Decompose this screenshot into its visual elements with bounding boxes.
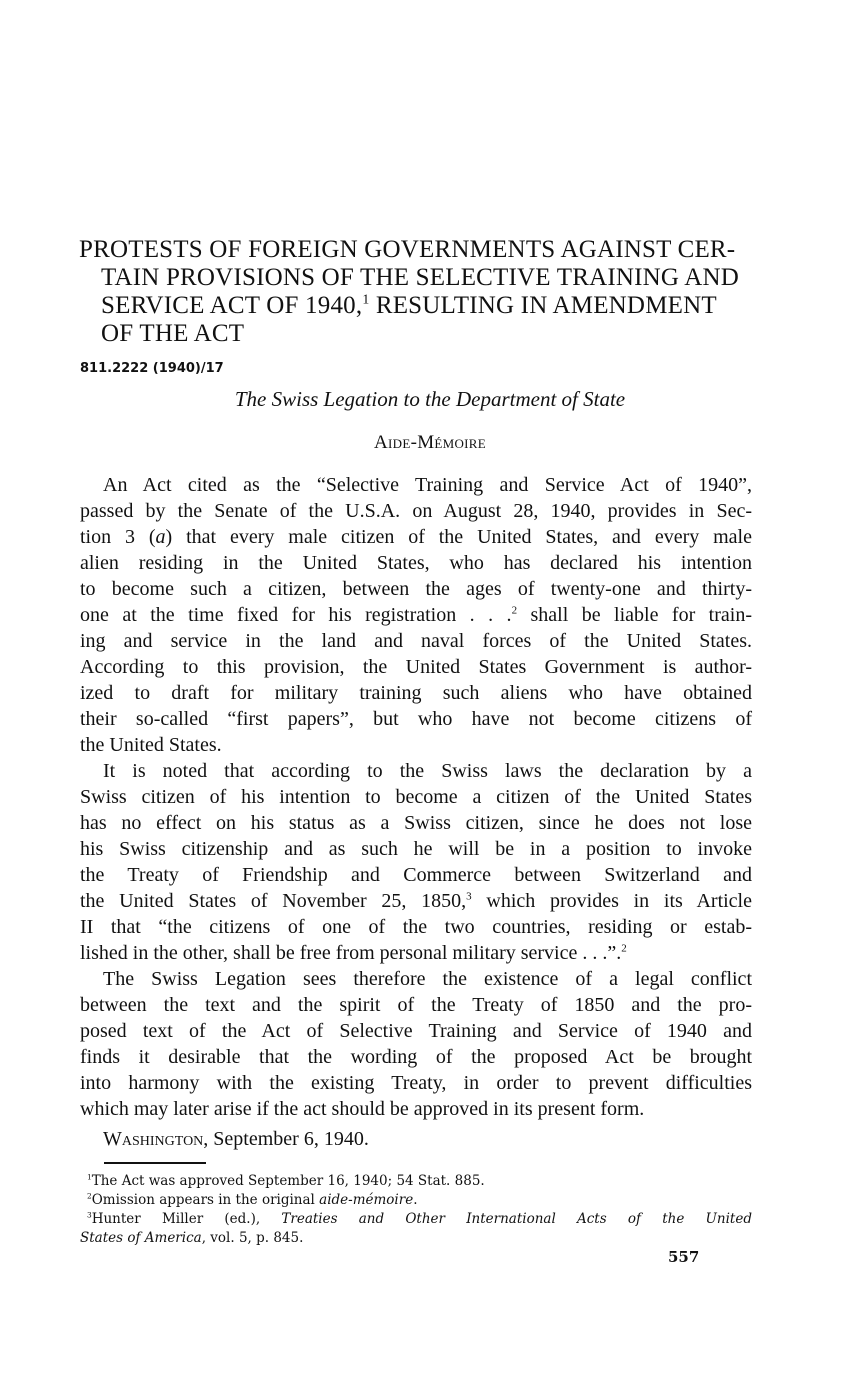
body-line: ing and service in the land and naval forces of the United States. <box>80 630 752 652</box>
heading-line-1: PROTESTS OF FOREIGN GOVERNMENTS AGAINST CER- <box>79 236 736 263</box>
footnote-ref[interactable]: 2 <box>511 604 518 617</box>
document-subtitle: The Swiss Legation to the Department of State <box>234 387 626 411</box>
heading-line-3a: SERVICE ACT OF 1940, <box>101 292 363 319</box>
section-heading <box>79 236 759 348</box>
body-text: which provides in its Article <box>471 890 752 912</box>
body-line: has no effect on his status as a Swiss citizen, since he does not lose <box>80 812 752 834</box>
footnote-divider <box>104 1162 206 1164</box>
body-line: which may later arise if the act should be approved in its present form. <box>80 1098 645 1120</box>
heading-line-4: OF THE ACT <box>101 320 245 347</box>
body-line: to become such a citizen, between the ages of twenty-one and thirty- <box>80 578 752 600</box>
footnote-italic: Treaties and Other International Acts of the United <box>281 1211 752 1227</box>
body-line: posed text of the Act of Selective Training and Service of 1940 and <box>80 1020 752 1042</box>
body-line: the United States. <box>80 734 222 756</box>
footnote-text: Hunter Miller (ed.), <box>91 1211 282 1227</box>
footnote-text: Omission appears in the original <box>91 1192 320 1208</box>
body-line: finds it desirable that the wording of the proposed Act be brought <box>80 1046 752 1068</box>
footnote-2 <box>80 1191 752 1210</box>
body-line <box>80 940 752 966</box>
document-type: Aide-Mémoire <box>373 432 487 453</box>
dateline-date: , September 6, 1940. <box>203 1128 369 1150</box>
page-number: 557 <box>668 1248 700 1266</box>
body-line: tion 3 (a) that every male citizen of the United States, and every male <box>80 526 752 548</box>
body-text: shall be liable for train- <box>517 604 752 626</box>
body-text: lished in the other, shall be free from personal military service . . .”. <box>80 942 622 964</box>
body-text: one at the time fixed for his registration . . . <box>80 604 512 626</box>
file-number: 811.2222 (1940)/17 <box>80 361 224 376</box>
body-line <box>80 888 752 914</box>
body-line: into harmony with the existing Treaty, in order to prevent difficulties <box>80 1072 752 1094</box>
footnote-ref[interactable]: 2 <box>621 942 627 955</box>
heading-line-3b: RESULTING IN AMENDMENT <box>369 292 717 319</box>
body-text: the United States of November 25, 1850, <box>80 890 467 912</box>
document-body <box>80 472 752 1122</box>
body-line: alien residing in the United States, who has declared his intention <box>80 552 752 574</box>
footnote-ref[interactable]: 3 <box>466 890 472 903</box>
body-line: An Act cited as the “Selective Training and Service Act of 1940”, <box>103 474 752 496</box>
footnote-mark: 3 <box>87 1210 92 1220</box>
footnote-ref[interactable]: 1 <box>362 291 370 307</box>
footnote-3-cont <box>80 1229 752 1248</box>
body-line: ized to draft for military training such aliens who have obtained <box>80 682 752 704</box>
body-line: his Swiss citizenship and as such he will be in a position to invoke <box>80 838 752 860</box>
body-line: the Treaty of Friendship and Commerce between Switzerland and <box>80 864 752 886</box>
body-line: II that “the citizens of one of the two countries, residing or estab- <box>80 916 752 938</box>
body-line: passed by the Senate of the U.S.A. on August 28, 1940, provides in Sec- <box>80 500 752 522</box>
heading-line-3 <box>79 292 759 320</box>
footnote-1 <box>80 1172 752 1191</box>
footnote-3 <box>80 1210 752 1229</box>
footnote-text: The Act was approved September 16, 1940; 54 Stat. 885. <box>91 1173 485 1189</box>
footnote-italic: States of America <box>80 1230 202 1246</box>
footnotes <box>80 1172 752 1248</box>
heading-line-2: TAIN PROVISIONS OF THE SELECTIVE TRAINING AND <box>101 264 740 291</box>
dateline <box>103 1128 369 1151</box>
body-line: The Swiss Legation sees therefore the existence of a legal conflict <box>103 968 752 990</box>
dateline-place: Washington <box>103 1128 204 1150</box>
body-line <box>80 602 752 628</box>
footnote-mark: 1 <box>87 1172 92 1182</box>
footnote-end: . <box>413 1192 418 1208</box>
body-line: between the text and the spirit of the Treaty of 1850 and the pro- <box>80 994 752 1016</box>
body-line: Swiss citizen of his intention to become a citizen of the United States <box>80 786 752 808</box>
footnote-mark: 2 <box>87 1191 92 1201</box>
body-line: It is noted that according to the Swiss laws the declaration by a <box>103 760 752 782</box>
footnote-italic: aide-mémoire <box>319 1192 414 1208</box>
footnote-text: , vol. 5, p. 845. <box>201 1230 304 1246</box>
body-line: their so-called “first papers”, but who have not become citizens of <box>80 708 752 730</box>
body-line: According to this provision, the United States Government is author- <box>80 656 752 678</box>
